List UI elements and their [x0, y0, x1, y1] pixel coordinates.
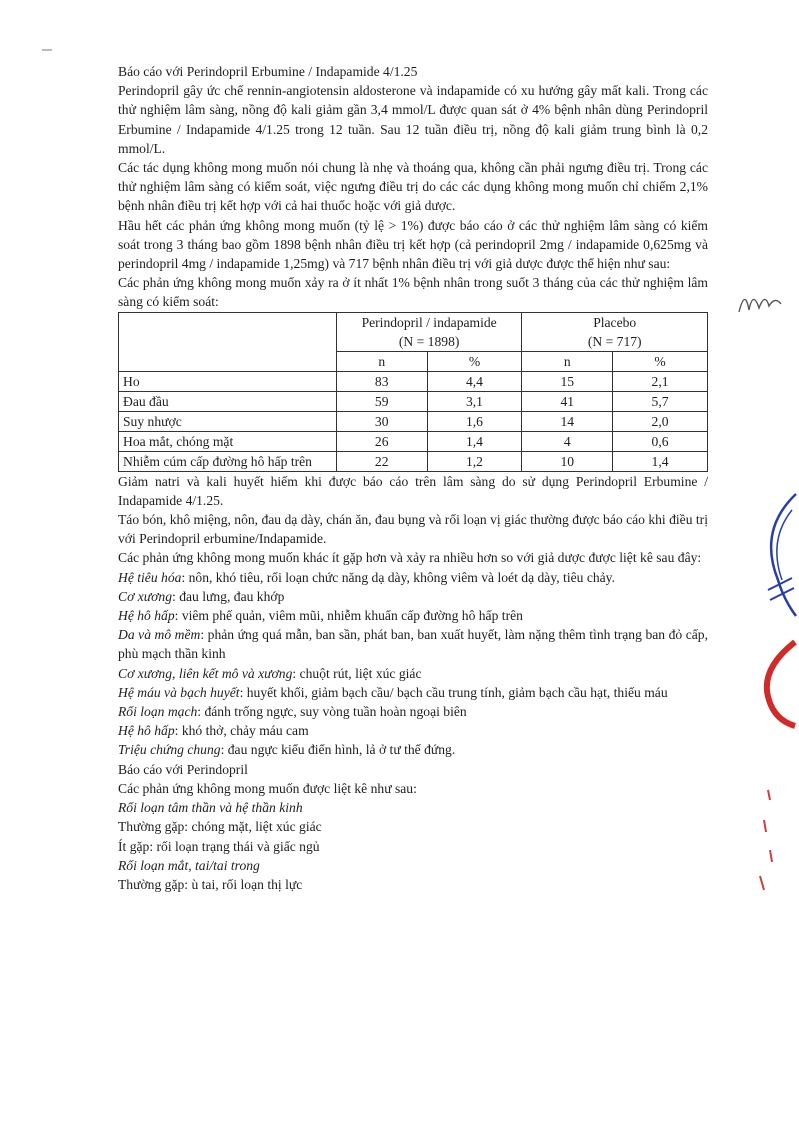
section2-heading-neuro: Rối loạn tâm thần và hệ thần kinh: [118, 800, 303, 816]
paragraph-side-effects: Các tác dụng không mong muốn nói chung là nhẹ và thoáng qua, không cần phải ngưng điều trị. Trong các thử nghiệm lâm sàng có kiểm soát, việc ngưng điều trị do các các dụng không mong muốn chỉ chiếm 2,1% bệnh nhân điều trị kết hợp với cả hai thuốc hoặc với giả dược.: [118, 160, 708, 214]
system-item: Hệ máu và bạch huyết: huyết khối, giảm bạch cầu/ bạch cầu trung tính, giảm bạch cầu hạt, thiếu máu: [118, 684, 668, 700]
table-header-row: [119, 312, 708, 351]
table-row: Ho 83 4,4 15 2,1: [119, 371, 708, 391]
section2-heading-eye-ear: Rối loạn mắt, tai/tai trong: [118, 857, 260, 873]
section2-title: Báo cáo với Perindopril: [118, 761, 248, 777]
paragraph-gi: Táo bón, khô miệng, nôn, đau dạ dày, chán ăn, đau bụng và rối loạn vị giác thường được báo cáo khi điều trị với Perindopril erbumine/Indapamide.: [118, 512, 708, 547]
group1-header: Perindopril / indapamide (N = 1898): [336, 312, 522, 351]
document-body: [118, 62, 708, 894]
table-row: Suy nhược 30 1,6 14 2,0: [119, 411, 708, 431]
system-item: Cơ xương, liên kết mô và xương: chuột rút, liệt xúc giác: [118, 665, 422, 681]
section2-line: Ít gặp: rối loạn trạng thái và giấc ngủ: [118, 838, 320, 854]
section2-line: Thường gặp: chóng mặt, liệt xúc giác: [118, 819, 322, 835]
paragraph-trials: Hầu hết các phản ứng không mong muốn (tỷ lệ > 1%) được báo cáo ở các thử nghiệm lâm sàng có kiểm soát trong 3 tháng bao gồm 1898 bệnh nhân điều trị kết hợp (cả perindopril 2mg / indapamide 0,625mg và perindopril 4mg / indapamide 1,25mg) và 717 bệnh nhân điều trị với giả dược được thể hiện như sau:: [118, 217, 708, 272]
stamp-fragment-blue: [748, 490, 798, 620]
signature-mark: [735, 282, 785, 322]
table-row: Nhiễm cúm cấp đường hô hấp trên 22 1,2 10 1,4: [119, 451, 708, 471]
section2-line: Thường gặp: ù tai, rối loạn thị lực: [118, 876, 303, 892]
system-item: Da và mô mềm: phản ứng quá mẫn, ban sần, phát ban, ban xuất huyết, làm nặng thêm tình trạng ban đỏ cấp, phù mạch thần kinh: [118, 627, 709, 662]
table-row: Đau đầu 59 3,1 41 5,7: [119, 391, 708, 411]
system-item: Hệ hô hấp: khó thở, chảy máu cam: [118, 723, 309, 739]
system-item: Rối loạn mạch: đánh trống ngực, suy vòng tuần hoàn ngoại biên: [118, 704, 467, 720]
paragraph-sodium: Giảm natri và kali huyết hiếm khi được báo cáo trên lâm sàng do sử dụng Perindopril Erbumine / Indapamide 4/1.25.: [118, 473, 708, 508]
system-item: Triệu chứng chung: đau ngực kiểu điển hình, lả ở tư thế đứng.: [118, 742, 456, 758]
paragraph-other-intro: Các phản ứng không mong muốn khác ít gặp hơn và xảy ra nhiều hơn so với giả dược được liệt kê sau đây:: [118, 550, 702, 566]
stamp-fragment-red: [755, 640, 799, 730]
table-subheader-row: n % n %: [119, 351, 708, 371]
paragraph-potassium: Perindopril gây ức chế rennin-angiotensin aldosterone và indapamide có xu hướng gây mất kali. Trong các thử nghiệm lâm sàng, nồng độ kali giảm gần 3,4 mmol/L được quan sát ở 4% bệnh nhân dùng Perindopril Erbumine / Indapamide 4/1.25 trong 12 tuần. Sau 12 tuần điều trị, nồng độ kali giảm trung bình là 0,2 mmol/L.: [118, 83, 708, 156]
table-row: Hoa mắt, chóng mặt 26 1,4 4 0,6: [119, 431, 708, 451]
system-item: Hệ hô hấp: viêm phế quản, viêm mũi, nhiễm khuẩn cấp đường hô hấp trên: [118, 608, 523, 624]
system-item: Hệ tiêu hóa: nôn, khó tiêu, rối loạn chức năng dạ dày, không viêm và loét dạ dày, tiêu chảy.: [118, 569, 615, 585]
adverse-events-table: [118, 312, 708, 472]
section2-intro: Các phản ứng không mong muốn được liệt kê như sau:: [118, 780, 417, 796]
scan-speck-mark: [40, 45, 54, 55]
paragraph-table-intro: Các phản ứng không mong muốn xảy ra ở ít nhất 1% bệnh nhân trong suốt 3 tháng của các thử nghiệm lâm sàng có kiểm soát:: [118, 275, 708, 310]
system-item: Cơ xương: đau lưng, đau khớp: [118, 588, 285, 604]
table-corner-cell: [119, 312, 337, 371]
stamp-fragment-dots: [750, 780, 780, 900]
section-title: Báo cáo với Perindopril Erbumine / Indapamide 4/1.25: [118, 64, 418, 79]
group2-header: Placebo (N = 717): [522, 312, 708, 351]
